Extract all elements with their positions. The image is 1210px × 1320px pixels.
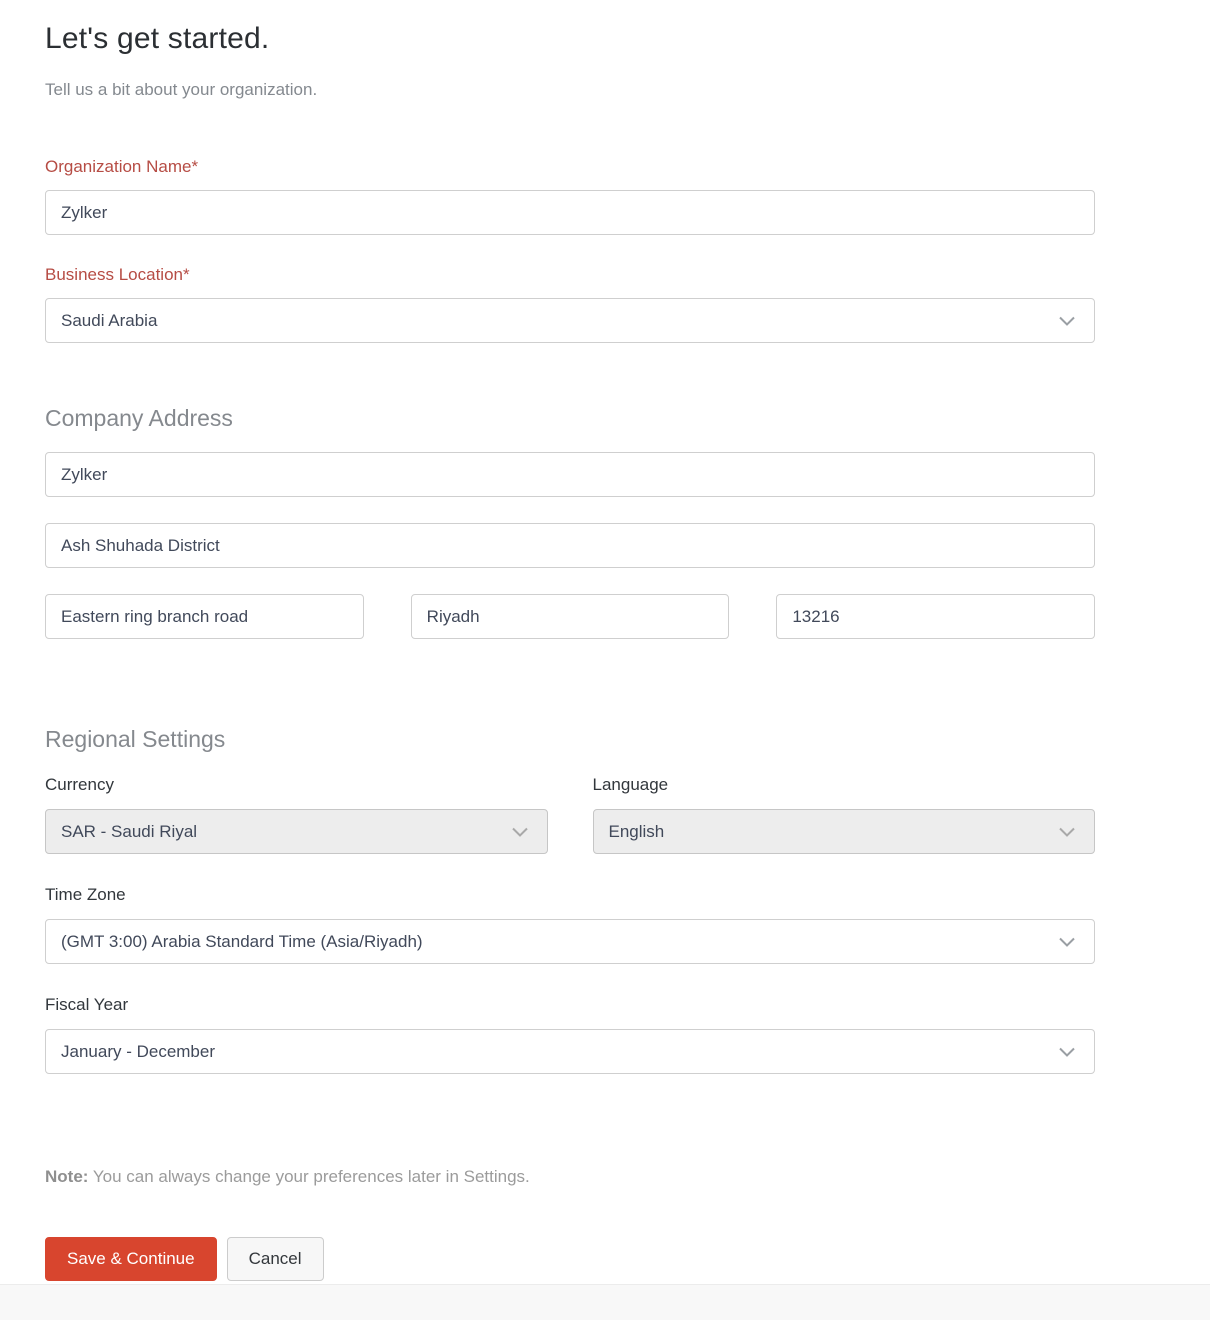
chevron-down-icon xyxy=(1059,937,1075,947)
regional-settings-heading: Regional Settings xyxy=(45,726,226,752)
address-row xyxy=(45,594,1095,639)
note-text xyxy=(45,1167,1095,1187)
language-column xyxy=(593,775,1096,854)
currency-language-row xyxy=(45,775,1095,854)
time-zone-select[interactable] xyxy=(45,919,1095,964)
required-asterisk: * xyxy=(182,265,190,284)
company-address-heading: Company Address xyxy=(45,405,233,431)
address-line2-input[interactable] xyxy=(45,523,1095,568)
chevron-down-icon xyxy=(1059,316,1075,326)
time-zone-label: Time Zone xyxy=(45,885,126,904)
address-line1-input[interactable] xyxy=(45,452,1095,497)
cancel-button[interactable]: Cancel xyxy=(227,1237,324,1281)
note-prefix: Note: xyxy=(45,1167,89,1186)
organization-name-label xyxy=(45,157,1095,177)
address-city-input[interactable] xyxy=(411,594,730,639)
currency-label: Currency xyxy=(45,775,114,794)
chevron-down-icon xyxy=(1059,1047,1075,1057)
fiscal-year-value: January - December xyxy=(61,1041,216,1061)
language-select[interactable] xyxy=(593,809,1096,854)
currency-column xyxy=(45,775,548,854)
business-location-value: Saudi Arabia xyxy=(61,310,158,330)
address-zip-input[interactable] xyxy=(776,594,1095,639)
address-street-input[interactable] xyxy=(45,594,364,639)
action-buttons xyxy=(45,1237,1095,1281)
page-footer-strip xyxy=(0,1284,1210,1320)
language-value: English xyxy=(608,821,665,841)
page-subtitle: Tell us a bit about your organization. xyxy=(45,80,318,99)
language-label: Language xyxy=(592,775,669,794)
save-continue-button[interactable]: Save & Continue xyxy=(45,1237,217,1281)
business-location-select[interactable] xyxy=(45,298,1095,343)
business-location-label-text: Business Location xyxy=(45,265,183,284)
fiscal-year-select[interactable] xyxy=(45,1029,1095,1074)
currency-select[interactable] xyxy=(45,809,548,854)
required-asterisk: * xyxy=(191,157,199,176)
fiscal-year-label: Fiscal Year xyxy=(45,995,129,1014)
organization-name-input[interactable] xyxy=(45,190,1095,235)
note-body: You can always change your preferences later in Settings. xyxy=(88,1167,530,1186)
organization-name-label-text: Organization Name xyxy=(45,157,192,176)
chevron-down-icon xyxy=(512,827,528,837)
chevron-down-icon xyxy=(1059,827,1075,837)
business-location-label xyxy=(45,265,1095,285)
time-zone-value: (GMT 3:00) Arabia Standard Time (Asia/Riyadh) xyxy=(61,931,423,951)
page-title: Let's get started. xyxy=(45,22,270,55)
currency-value: SAR - Saudi Riyal xyxy=(61,821,198,841)
